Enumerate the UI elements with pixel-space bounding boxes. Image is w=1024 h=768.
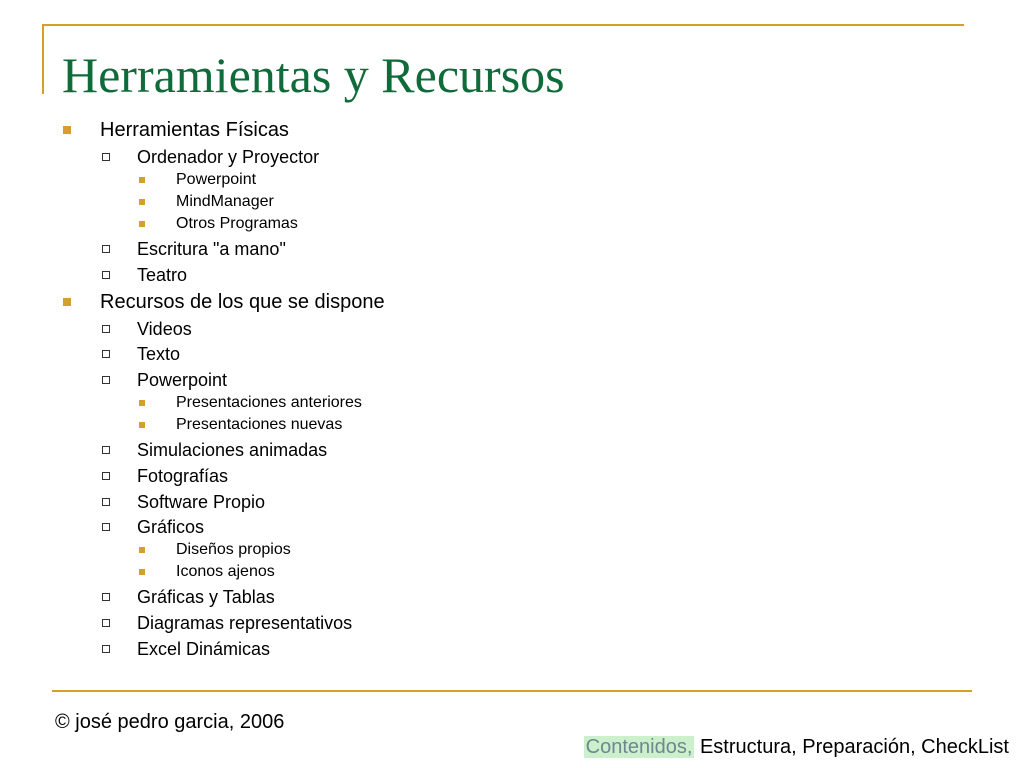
bullet-text: Escritura "a mano" bbox=[137, 239, 286, 259]
bullet-item-level-1 bbox=[100, 290, 385, 314]
copyright-text: © josé pedro garcia, 2006 bbox=[55, 711, 285, 733]
bullet-item-level-2 bbox=[137, 612, 352, 634]
bullet-text: Herramientas Físicas bbox=[100, 119, 289, 141]
square-bullet-icon bbox=[139, 400, 145, 406]
square-bullet-icon bbox=[139, 177, 145, 183]
bullet-item-level-2 bbox=[137, 491, 265, 513]
bullet-item-level-3 bbox=[176, 415, 342, 435]
bullet-item-level-2 bbox=[137, 146, 319, 168]
bullet-item-level-3 bbox=[176, 170, 256, 190]
hollow-square-bullet-icon bbox=[102, 619, 110, 627]
hollow-square-bullet-icon bbox=[102, 446, 110, 454]
hollow-square-bullet-icon bbox=[102, 645, 110, 653]
bullet-text: Gráficas y Tablas bbox=[137, 587, 275, 608]
nav-item-rest[interactable]: Estructura, Preparación, CheckList bbox=[699, 736, 1009, 758]
slide-title: Herramientas y Recursos bbox=[62, 47, 565, 103]
hollow-square-bullet-icon bbox=[102, 271, 110, 279]
hollow-square-bullet-icon bbox=[102, 498, 110, 506]
hollow-square-bullet-icon bbox=[102, 523, 110, 531]
frame-top-rule bbox=[42, 24, 964, 26]
bullet-text: Videos bbox=[137, 318, 192, 339]
bullet-item-level-1 bbox=[100, 118, 289, 142]
square-bullet-icon bbox=[139, 221, 145, 227]
hollow-square-bullet-icon bbox=[102, 325, 110, 333]
hollow-square-bullet-icon bbox=[102, 472, 110, 480]
square-bullet-icon bbox=[63, 298, 71, 306]
square-bullet-icon bbox=[139, 547, 145, 553]
frame-left-rule bbox=[42, 24, 44, 94]
hollow-square-bullet-icon bbox=[102, 245, 110, 253]
bullet-item-level-2 bbox=[137, 439, 327, 461]
square-bullet-icon bbox=[139, 569, 145, 575]
bullet-item-level-3 bbox=[176, 540, 291, 560]
square-bullet-icon bbox=[139, 422, 145, 428]
bullet-text: Powerpoint bbox=[176, 171, 257, 188]
footer-rule bbox=[52, 690, 972, 692]
bullet-item-level-3 bbox=[176, 393, 362, 413]
bullet-text: MindManager bbox=[176, 193, 274, 210]
bullet-text: Excel Dinámicas bbox=[137, 638, 271, 659]
bullet-text: Ordenador y Proyector bbox=[137, 147, 320, 167]
bullet-item-level-2 bbox=[137, 516, 204, 538]
hollow-square-bullet-icon bbox=[102, 593, 110, 601]
square-bullet-icon bbox=[63, 126, 71, 134]
bullet-text: Powerpoint bbox=[137, 370, 228, 391]
bullet-item-level-2 bbox=[137, 238, 286, 260]
bullet-text: Diagramas representativos bbox=[137, 612, 353, 633]
bullet-item-level-2 bbox=[137, 318, 192, 340]
bullet-text: Presentaciones anteriores bbox=[176, 394, 362, 412]
bullet-text: Texto bbox=[137, 344, 181, 365]
bullet-text: Diseños propios bbox=[176, 541, 291, 559]
bullet-text: Teatro bbox=[137, 264, 188, 285]
bullet-text: Fotografías bbox=[137, 465, 229, 486]
bullet-item-level-2 bbox=[137, 264, 187, 286]
section-nav bbox=[584, 731, 1009, 763]
bullet-item-level-2 bbox=[137, 465, 228, 487]
nav-item-contenidos[interactable]: Contenidos, bbox=[585, 736, 693, 758]
bullet-item-level-2 bbox=[137, 638, 270, 660]
bullet-text: Simulaciones animadas bbox=[137, 440, 328, 461]
bullet-text: Presentaciones nuevas bbox=[176, 416, 343, 434]
hollow-square-bullet-icon bbox=[102, 350, 110, 358]
bullet-item-level-3 bbox=[176, 562, 275, 582]
square-bullet-icon bbox=[139, 199, 145, 205]
bullet-text: Otros Programas bbox=[176, 215, 298, 232]
bullet-item-level-2 bbox=[137, 586, 275, 608]
bullet-text: Iconos ajenos bbox=[176, 563, 275, 581]
hollow-square-bullet-icon bbox=[102, 376, 110, 384]
bullet-text: Recursos de los que se dispone bbox=[100, 290, 385, 313]
bullet-item-level-2 bbox=[137, 343, 180, 365]
bullet-item-level-2 bbox=[137, 369, 227, 391]
hollow-square-bullet-icon bbox=[102, 153, 110, 161]
bullet-item-level-3 bbox=[176, 214, 298, 234]
bullet-text: Software Propio bbox=[137, 491, 266, 512]
bullet-text: Gráficos bbox=[137, 517, 205, 538]
bullet-item-level-3 bbox=[176, 192, 274, 212]
